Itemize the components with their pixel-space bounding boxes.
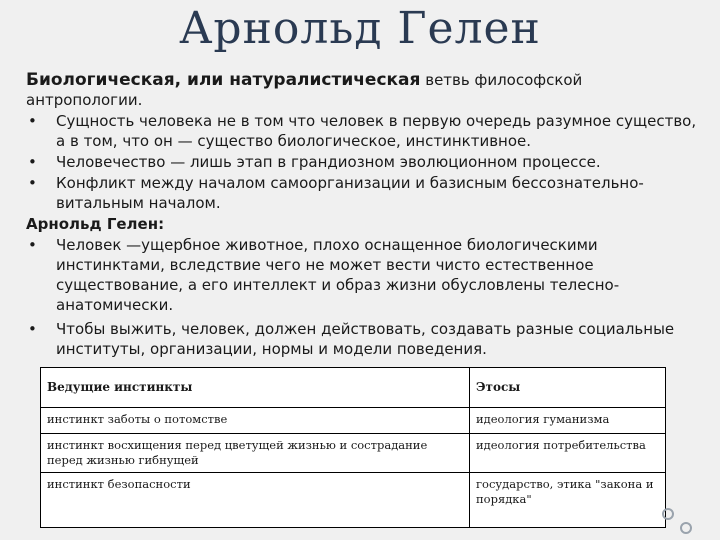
table-row (41, 434, 666, 473)
bullet-icon: • (28, 236, 37, 254)
bullet-text: Человечество — лишь этап в грандиозном эволюционном процессе. (56, 153, 601, 171)
bullet-icon: • (28, 320, 37, 338)
bullet-text: Конфликт между началом самоорганизации и базисным бессознательно-витальным началом. (56, 174, 644, 212)
table-header-row (41, 368, 666, 408)
list-item (26, 235, 706, 315)
table-row (41, 408, 666, 434)
decor-circle-icon (680, 522, 692, 534)
header-ethos: Этосы (470, 368, 666, 408)
table-cell: идеология гуманизма (470, 408, 666, 434)
lead-rest-2: антропологии. (26, 91, 143, 109)
bullet-text: Чтобы выжить, человек, должен действовать, создавать разные социальные институты, организации, нормы и модели поведения. (56, 320, 675, 358)
list-item (26, 173, 706, 213)
table-row (41, 473, 666, 528)
list-item (26, 152, 706, 172)
lead-rest: ветвь философской (425, 71, 583, 89)
decor-circle-icon (662, 508, 674, 520)
header-instincts: Ведущие инстинкты (41, 368, 470, 408)
table-cell: инстинкт безопасности (41, 473, 470, 528)
bullet-text: Сущность человека не в том что человек в первую очередь разумное существо, а в том, что он — существо биологическое, инстинктивное. (56, 112, 697, 150)
subheading: Арнольд Гелен: (26, 215, 165, 233)
instincts-table (40, 367, 666, 528)
table-cell: идеология потребительства (470, 434, 666, 473)
bullet-text: Человек —ущербное животное, плохо оснащенное биологическими инстинктами, вследствие чего не может вести чисто естественное существование, а его интеллект и образ жизни обусловлены телесно-анатомически. (56, 236, 620, 314)
list-item (26, 319, 706, 359)
table-cell: инстинкт заботы о потомстве (41, 408, 470, 434)
table-cell: инстинкт восхищения перед цветущей жизнью и сострадание перед жизнью гибнущей (41, 434, 470, 473)
table-cell: государство, этика "закона и порядка" (470, 473, 666, 528)
bullet-icon: • (28, 112, 37, 130)
lead-bold: Биологическая, или натуралистическая (26, 70, 421, 90)
bullet-icon: • (28, 153, 37, 171)
lead-paragraph (26, 70, 706, 110)
list-item (26, 111, 706, 151)
slide-body (26, 70, 706, 359)
slide-title: Арнольд Гелен (179, 3, 541, 54)
bullet-icon: • (28, 174, 37, 192)
